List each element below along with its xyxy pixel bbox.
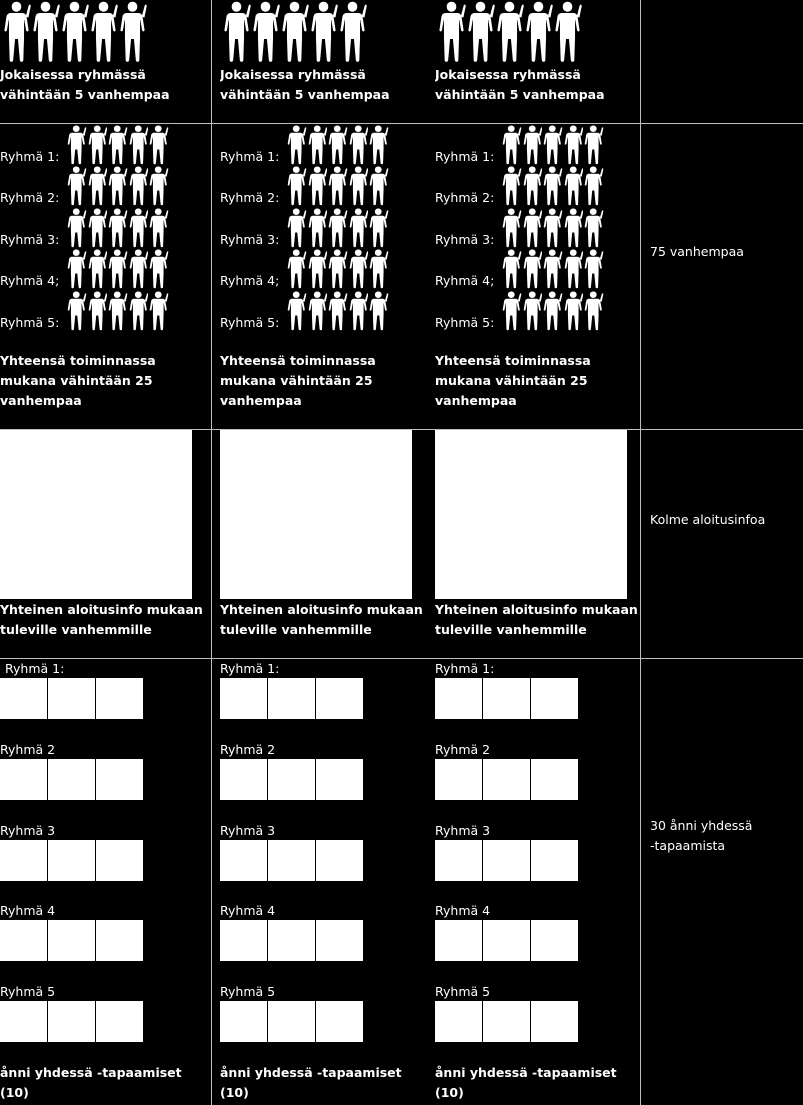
meeting-square [483,678,530,719]
row1-caption-line1: Jokaisessa ryhmässä [435,67,581,82]
person-icon-row [437,1,582,63]
meeting-square [435,1001,482,1042]
person-silhouette-icon [307,291,328,331]
group-person-icons [286,291,389,331]
person-silhouette-icon [87,208,108,248]
person-silhouette-icon [148,291,169,331]
group-label: Ryhmä 2: [435,190,495,205]
meeting-squares [0,920,143,961]
meeting-square [48,920,95,961]
group-person-icons [66,291,169,331]
meeting-square [96,678,143,719]
row3-caption-line2: tuleville vanhemmille [435,622,587,637]
person-silhouette-icon [31,1,60,63]
meeting-square [48,1001,95,1042]
person-silhouette-icon [87,291,108,331]
person-silhouette-icon [368,166,389,206]
meeting-square [316,840,363,881]
person-silhouette-icon [87,125,108,165]
person-silhouette-icon [563,291,584,331]
meeting-square [220,1001,267,1042]
meeting-squares [435,678,578,719]
person-silhouette-icon [148,166,169,206]
person-silhouette-icon [583,249,604,289]
person-silhouette-icon [128,208,149,248]
person-silhouette-icon [501,291,522,331]
person-silhouette-icon [309,1,338,63]
person-silhouette-icon [368,125,389,165]
person-silhouette-icon [148,125,169,165]
group-label: Ryhmä 5: [220,315,280,330]
person-silhouette-icon [148,249,169,289]
meeting-group-label: Ryhmä 2 [220,742,276,757]
row3-caption-line2: tuleville vanhemmille [220,622,372,637]
summary-meetings-line2: -tapaamista [650,838,726,853]
group-person-icons [501,249,604,289]
meeting-square [483,840,530,881]
info-image-placeholder [0,430,192,599]
person-silhouette-icon [307,249,328,289]
person-silhouette-icon [495,1,524,63]
person-silhouette-icon [327,125,348,165]
person-silhouette-icon [501,125,522,165]
group-label: Ryhmä 4; [220,273,280,288]
meeting-square [435,920,482,961]
group-label: Ryhmä 5: [0,315,60,330]
person-silhouette-icon [87,249,108,289]
person-silhouette-icon [368,249,389,289]
person-silhouette-icon [522,166,543,206]
meeting-square [316,678,363,719]
meeting-square [268,759,315,800]
person-silhouette-icon [286,291,307,331]
column-1-row-info [0,430,210,657]
person-silhouette-icon [368,208,389,248]
group-person-icons [66,249,169,289]
meeting-square [220,678,267,719]
person-silhouette-icon [501,249,522,289]
row4-caption-line1: ånni yhdessä -tapaamiset [435,1065,617,1080]
summary-parents: 75 vanhempaa [650,244,744,259]
info-image-placeholder [435,430,627,599]
person-silhouette-icon [522,249,543,289]
group-label: Ryhmä 2: [220,190,280,205]
meeting-square [48,678,95,719]
person-silhouette-icon [327,291,348,331]
group-person-icons [286,166,389,206]
row2-total-line1: Yhteensä toiminnassa [435,353,591,368]
person-silhouette-icon [107,166,128,206]
person-silhouette-icon [118,1,147,63]
row2-total-line2: mukana vähintään 25 [0,373,153,388]
info-image-placeholder [220,430,412,599]
row2-total-line3: vanhempaa [435,393,517,408]
column-divider [211,0,212,1105]
group-label: Ryhmä 3: [220,232,280,247]
person-silhouette-icon [583,291,604,331]
meeting-square [268,920,315,961]
person-silhouette-icon [348,249,369,289]
person-silhouette-icon [307,166,328,206]
person-silhouette-icon [563,125,584,165]
person-silhouette-icon [368,291,389,331]
person-silhouette-icon [583,208,604,248]
meeting-squares [435,840,578,881]
column-2-row-totals [220,124,430,428]
meeting-group-label: Ryhmä 3 [0,823,56,838]
meeting-square [0,840,47,881]
column-2-row-meetings [220,659,430,1105]
meeting-group-label: Ryhmä 5 [435,984,491,999]
group-label: Ryhmä 4; [435,273,495,288]
meeting-squares [220,1001,363,1042]
meeting-square [531,840,578,881]
person-silhouette-icon [542,166,563,206]
meeting-square [268,840,315,881]
column-2-row-groups [220,0,425,122]
person-silhouette-icon [563,249,584,289]
meeting-square [0,920,47,961]
person-silhouette-icon [501,208,522,248]
person-silhouette-icon [286,249,307,289]
meeting-squares [0,678,143,719]
meeting-group-label: Ryhmä 1: [5,661,65,676]
person-silhouette-icon [542,125,563,165]
meeting-squares [220,840,363,881]
meeting-square [435,759,482,800]
meeting-square [0,678,47,719]
column-3-row-info [435,430,645,657]
row1-caption-line1: Jokaisessa ryhmässä [220,67,366,82]
row1-caption-line1: Jokaisessa ryhmässä [0,67,146,82]
person-silhouette-icon [542,291,563,331]
meeting-group-label: Ryhmä 1: [220,661,280,676]
row2-total-caption [435,351,645,411]
summary-infos: Kolme aloitusinfoa [650,512,766,527]
meeting-group-label: Ryhmä 2 [435,742,491,757]
column-1-row-groups [0,0,205,122]
meeting-group-label: Ryhmä 2 [0,742,56,757]
person-silhouette-icon [348,291,369,331]
meeting-square [48,759,95,800]
person-silhouette-icon [348,125,369,165]
row4-caption [435,1063,645,1103]
column-1-row-meetings [0,659,210,1105]
person-silhouette-icon [87,166,108,206]
person-silhouette-icon [128,125,149,165]
row1-caption [0,65,205,105]
row2-total-line1: Yhteensä toiminnassa [0,353,156,368]
person-silhouette-icon [553,1,582,63]
meeting-square [96,920,143,961]
meeting-square [435,840,482,881]
meeting-group-label: Ryhmä 3 [435,823,491,838]
person-silhouette-icon [327,166,348,206]
column-3-row-groups [435,0,640,122]
group-label: Ryhmä 1: [0,149,60,164]
person-silhouette-icon [66,166,87,206]
group-label: Ryhmä 2: [0,190,60,205]
meeting-square [96,840,143,881]
meeting-squares [0,840,143,881]
person-silhouette-icon [286,166,307,206]
meeting-square [0,759,47,800]
person-silhouette-icon [542,249,563,289]
meeting-square [220,920,267,961]
row3-caption [0,600,210,640]
person-silhouette-icon [501,166,522,206]
column-2-row-info [220,430,430,657]
row1-caption [435,65,640,105]
person-silhouette-icon [563,208,584,248]
group-person-icons [286,249,389,289]
row4-caption-line1: ånni yhdessä -tapaamiset (10) [0,1065,182,1100]
row4-caption [0,1063,210,1103]
person-silhouette-icon [437,1,466,63]
person-silhouette-icon [327,208,348,248]
row4-caption [220,1063,430,1103]
column-1-row-totals [0,124,210,428]
meeting-square [435,678,482,719]
meeting-group-label: Ryhmä 4 [435,903,491,918]
person-silhouette-icon [60,1,89,63]
person-silhouette-icon [307,208,328,248]
meeting-square [316,920,363,961]
row3-caption-line1: Yhteinen aloitusinfo mukaan [220,602,423,617]
group-label: Ryhmä 3: [0,232,60,247]
meeting-group-label: Ryhmä 3 [220,823,276,838]
meeting-square [0,1001,47,1042]
group-person-icons [66,125,169,165]
meeting-square [483,1001,530,1042]
person-icon-row [222,1,367,63]
column-3-row-meetings [435,659,645,1105]
person-silhouette-icon [338,1,367,63]
person-silhouette-icon [583,125,604,165]
person-silhouette-icon [466,1,495,63]
group-label: Ryhmä 5: [435,315,495,330]
person-silhouette-icon [524,1,553,63]
group-person-icons [501,208,604,248]
meeting-squares [435,1001,578,1042]
summary-meetings-line1: 30 ånni yhdessä [650,818,753,833]
person-silhouette-icon [128,249,149,289]
summary-meetings [650,816,800,856]
meeting-group-label: Ryhmä 4 [0,903,56,918]
person-silhouette-icon [107,249,128,289]
person-silhouette-icon [66,125,87,165]
meeting-square [220,759,267,800]
meeting-group-label: Ryhmä 4 [220,903,276,918]
person-silhouette-icon [2,1,31,63]
meeting-group-label: Ryhmä 5 [0,984,56,999]
person-silhouette-icon [128,291,149,331]
person-silhouette-icon [128,166,149,206]
meeting-square [531,759,578,800]
row3-caption-line1: Yhteinen aloitusinfo mukaan [435,602,638,617]
meeting-square [268,678,315,719]
person-silhouette-icon [280,1,309,63]
row1-caption-line2: vähintään 5 vanhempaa [435,87,605,102]
group-person-icons [501,166,604,206]
person-silhouette-icon [563,166,584,206]
row4-caption-line2: (10) [435,1085,464,1100]
meeting-squares [220,678,363,719]
person-silhouette-icon [107,125,128,165]
person-silhouette-icon [307,125,328,165]
person-silhouette-icon [542,208,563,248]
meeting-squares [220,759,363,800]
meeting-square [48,840,95,881]
meeting-squares [220,920,363,961]
column-3-row-totals [435,124,645,428]
group-person-icons [286,208,389,248]
person-silhouette-icon [348,166,369,206]
group-person-icons [66,166,169,206]
row2-total-caption [220,351,430,411]
meeting-square [531,1001,578,1042]
meeting-square [483,759,530,800]
person-silhouette-icon [522,125,543,165]
meeting-group-label: Ryhmä 1: [435,661,495,676]
meeting-group-label: Ryhmä 5 [220,984,276,999]
person-silhouette-icon [66,208,87,248]
row4-caption-line2: (10) [220,1085,249,1100]
person-silhouette-icon [522,208,543,248]
person-silhouette-icon [522,291,543,331]
row2-total-line2: mukana vähintään 25 [435,373,588,388]
group-label: Ryhmä 1: [435,149,495,164]
person-silhouette-icon [583,166,604,206]
row3-caption-line2: tuleville vanhemmille [0,622,152,637]
person-silhouette-icon [66,249,87,289]
row1-caption-line2: vähintään 5 vanhempaa [0,87,170,102]
person-silhouette-icon [251,1,280,63]
group-person-icons [286,125,389,165]
group-person-icons [501,291,604,331]
meeting-squares [0,1001,143,1042]
meeting-square [316,1001,363,1042]
row2-total-caption [0,351,210,411]
group-person-icons [66,208,169,248]
row3-caption-line1: Yhteinen aloitusinfo mukaan [0,602,203,617]
meeting-square [220,840,267,881]
group-label: Ryhmä 4; [0,273,60,288]
row2-total-line3: vanhempaa [0,393,82,408]
person-silhouette-icon [107,291,128,331]
row3-caption [220,600,430,640]
person-silhouette-icon [148,208,169,248]
meeting-square [96,1001,143,1042]
person-silhouette-icon [286,125,307,165]
group-label: Ryhmä 3: [435,232,495,247]
group-person-icons [501,125,604,165]
group-label: Ryhmä 1: [220,149,280,164]
meeting-square [483,920,530,961]
person-icon-row [2,1,147,63]
row2-total-line2: mukana vähintään 25 [220,373,373,388]
meeting-squares [435,920,578,961]
meeting-square [268,1001,315,1042]
meeting-square [531,678,578,719]
person-silhouette-icon [89,1,118,63]
meeting-squares [435,759,578,800]
person-silhouette-icon [107,208,128,248]
person-silhouette-icon [348,208,369,248]
person-silhouette-icon [222,1,251,63]
meeting-square [96,759,143,800]
row2-total-line3: vanhempaa [220,393,302,408]
person-silhouette-icon [66,291,87,331]
row3-caption [435,600,645,640]
person-silhouette-icon [327,249,348,289]
meeting-squares [0,759,143,800]
row1-caption-line2: vähintään 5 vanhempaa [220,87,390,102]
person-silhouette-icon [286,208,307,248]
row1-caption [220,65,425,105]
row2-total-line1: Yhteensä toiminnassa [220,353,376,368]
meeting-square [316,759,363,800]
meeting-square [531,920,578,961]
row4-caption-line1: ånni yhdessä -tapaamiset [220,1065,402,1080]
